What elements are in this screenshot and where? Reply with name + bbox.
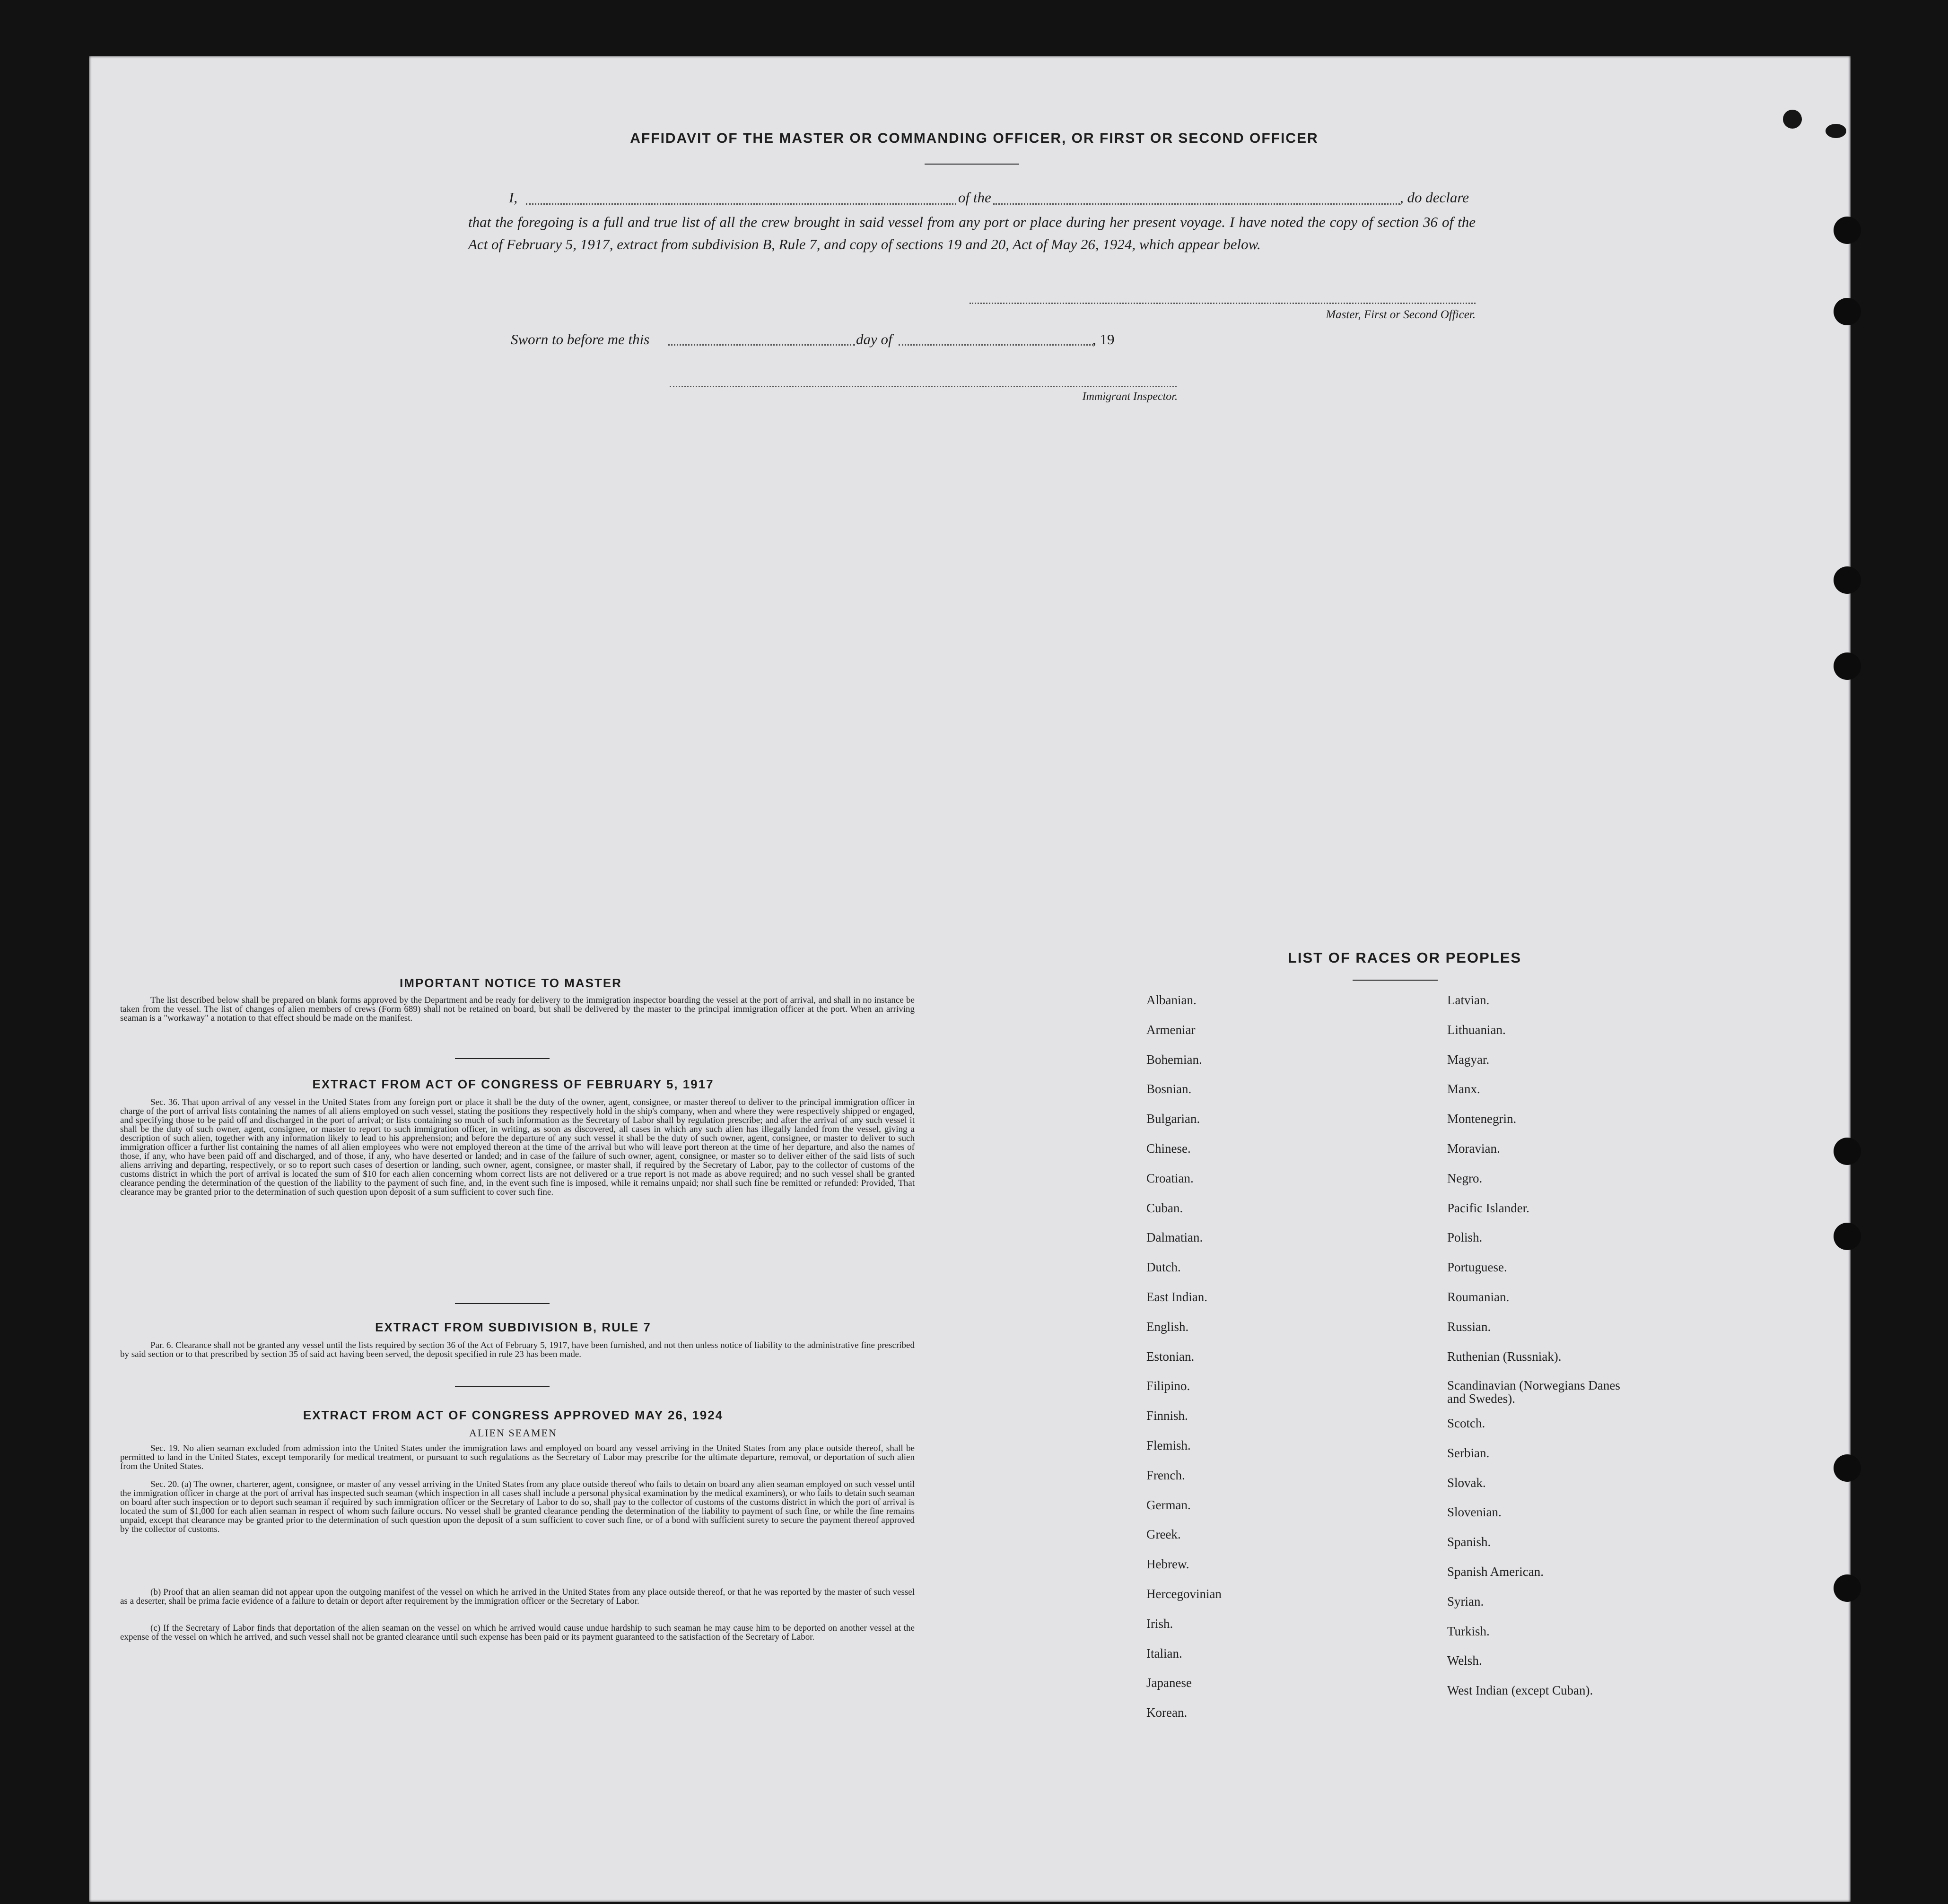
race-item: Filipino. xyxy=(1146,1379,1190,1393)
extract-1924-sec20c: (c) If the Secretary of Labor finds that deportation of the alien seaman on the vessel on which he arrived would cause undue hardship to such seaman he may cause him to be deported on another vessel at the expense of the vessel on which he arrived, and such vessel shall not be granted clearance until such expense has been paid or its payment guaranteed to the satisfaction of the Secretary of Labor. xyxy=(120,1623,915,1642)
punch-hole xyxy=(1834,566,1861,594)
race-item: Scotch. xyxy=(1447,1416,1485,1430)
race-item: Albanian. xyxy=(1146,993,1197,1007)
race-item: Latvian. xyxy=(1447,993,1490,1007)
day-of-label: day of xyxy=(856,331,892,348)
race-item: West Indian (except Cuban). xyxy=(1447,1683,1593,1697)
race-item: German. xyxy=(1146,1498,1191,1512)
year-label: , 19 xyxy=(1092,331,1115,348)
notice-title: IMPORTANT NOTICE TO MASTER xyxy=(400,976,622,990)
of-the-label: of the xyxy=(958,189,991,206)
race-item: Roumanian. xyxy=(1447,1290,1510,1304)
race-item: Moravian. xyxy=(1447,1141,1500,1156)
master-signature-label: Master, First or Second Officer. xyxy=(1326,308,1476,321)
extract-1924-sec20b: (b) Proof that an alien seaman did not appear upon the outgoing manifest of the vessel on which he arrived in the United States from any place outside thereof, or that he was reported by the master of such vessel as a deserter, shall be prima facie evidence of a failure to detain or deport after requirement by the immigration officer or the Secretary of Labor. xyxy=(120,1587,915,1606)
do-declare-label: , do declare xyxy=(1400,189,1469,206)
punch-hole xyxy=(1834,652,1861,680)
race-item: Negro. xyxy=(1447,1171,1483,1185)
punch-hole xyxy=(1834,217,1861,244)
sworn-month-field[interactable] xyxy=(899,344,1093,346)
race-item: Welsh. xyxy=(1447,1653,1482,1668)
race-item: Portuguese. xyxy=(1447,1260,1507,1274)
divider xyxy=(925,164,1019,165)
ink-blot xyxy=(1783,110,1802,129)
extract-1924-subtitle: ALIEN SEAMEN xyxy=(469,1427,557,1439)
extract-1917-title: EXTRACT FROM ACT OF CONGRESS OF FEBRUARY 5, 1917 xyxy=(312,1077,714,1091)
notice-text: The list described below shall be prepared on blank forms approved by the Department and be ready for delivery to the immigration inspector boarding the vessel at the port of arrival, and shall in no instance be taken from the vessel. The list of changes of alien members of crews (Form 689) shall not be retained on board, but shall be delivered by the master to the principal immigration officer at the port. When an arriving seaman is a "workaway" a notation to that effect should be made on the manifest. xyxy=(120,995,915,1023)
race-item: Flemish. xyxy=(1146,1438,1191,1452)
race-item: Turkish. xyxy=(1447,1624,1490,1638)
race-item: Manx. xyxy=(1447,1082,1480,1096)
race-item: English. xyxy=(1146,1320,1189,1334)
extract-rule7-text: Par. 6. Clearance shall not be granted any vessel until the lists required by section 36 of the Act of February 5, 1917, have been furnished, and not then unless notice of liability to the administrative fine prescribed by said section or to that prescribed by section 35 of said act having been served, the deposit specified in rule 23 has been made. xyxy=(120,1340,915,1359)
race-item: Japanese xyxy=(1146,1676,1192,1690)
punch-hole xyxy=(1834,298,1861,325)
ink-blot xyxy=(1826,124,1846,138)
race-item: Bohemian. xyxy=(1146,1052,1202,1067)
race-item: Syrian. xyxy=(1447,1594,1484,1608)
race-item: Spanish American. xyxy=(1447,1565,1544,1579)
affidavit-title: AFFIDAVIT OF THE MASTER OR COMMANDING OFFICER, OR FIRST OR SECOND OFFICER xyxy=(630,130,1319,146)
inspector-signature-field[interactable] xyxy=(670,386,1177,387)
name-field[interactable] xyxy=(526,203,956,205)
extract-rule7-title: EXTRACT FROM SUBDIVISION B, RULE 7 xyxy=(375,1320,651,1334)
race-item: Ruthenian (Russniak). xyxy=(1447,1349,1562,1364)
race-item: Bulgarian. xyxy=(1146,1112,1200,1126)
race-item: Slovak. xyxy=(1447,1476,1486,1490)
race-item: Dutch. xyxy=(1146,1260,1181,1274)
master-signature-field[interactable] xyxy=(970,303,1476,304)
sworn-label: Sworn to before me this xyxy=(511,331,650,348)
punch-hole xyxy=(1834,1454,1861,1482)
punch-hole xyxy=(1834,1223,1861,1250)
race-item: Irish. xyxy=(1146,1617,1173,1631)
race-item: Spanish. xyxy=(1447,1535,1491,1549)
divider xyxy=(1353,980,1438,981)
divider xyxy=(455,1058,550,1059)
punch-hole xyxy=(1834,1574,1861,1602)
vessel-field[interactable] xyxy=(993,203,1400,205)
race-item: Lithuanian. xyxy=(1447,1023,1506,1037)
punch-hole xyxy=(1834,1138,1861,1165)
race-item: Finnish. xyxy=(1146,1408,1188,1423)
divider xyxy=(455,1303,550,1304)
affidavit-statement: that the foregoing is a full and true list of all the crew brought in said vessel from any port or place during her present voyage. I have noted the copy of section 36 of the Act of February 5, 1917, extract from subdivision B, Rule 7, and copy of sections 19 and 20, Act of May 26, 1924, which appear below. xyxy=(468,214,1476,252)
race-item: Hebrew. xyxy=(1146,1557,1189,1571)
race-item: French. xyxy=(1146,1468,1185,1482)
race-item: Greek. xyxy=(1146,1527,1181,1541)
race-item: Chinese. xyxy=(1146,1141,1191,1156)
race-item: East Indian. xyxy=(1146,1290,1207,1304)
extract-1924-sec20a: Sec. 20. (a) The owner, charterer, agent, consignee, or master of any vessel arriving in the United States from any place outside thereof who fails to detain on board any alien seaman employed on such vessel until the immigration officer in charge at the port of arrival has inspected such seaman (which inspection in all cases shall include a personal physical examination by the medical examiners), or who fails to detain such seaman on board after such inspection or to deport such seaman if required by such immigration officer or the Secretary of Labor to do so, shall pay to the collector of customs of the customs district in which the port of arrival is located the sum of $1,000 for each alien seaman in respect of whom such failure occurs. No vessel shall be granted clearance pending the determination of the liability to payment of such fine, or while the fine remains unpaid, except that clearance may be granted prior to the determination of such question upon the deposit of a sum sufficient to cover such fine, or of a bond with sufficient surety to secure the payment thereof approved by the collector of customs. xyxy=(120,1479,915,1534)
extract-1924-sec19: Sec. 19. No alien seaman excluded from admission into the United States under the immigration laws and employed on board any vessel arriving in the United States from any place outside thereof, shall be permitted to land in the United States, except temporarily for medical treatment, or pursuant to such regulations as the Secretary of Labor may prescribe for the ultimate departure, removal, or deportation of such alien from the United States. xyxy=(120,1443,915,1471)
race-item: Slovenian. xyxy=(1447,1505,1502,1519)
race-item: Magyar. xyxy=(1447,1052,1490,1067)
sworn-day-field[interactable] xyxy=(668,344,855,346)
extract-1917-text: Sec. 36. That upon arrival of any vessel in the United States from any foreign port or place it shall be the duty of the owner, agent, consignee, or master thereof to deliver to the principal immigration officer in charge of the port of arrival lists containing the names of all aliens employed on such vessel, stating the positions they respectively hold in the ship's company, when and where they were respectively shipped or engaged, and specifying those to be paid off and discharged in the port of arrival; or lists containing so much of such information as the Secretary of Labor shall by regulation prescribe; and after the arrival of any such vessel it shall be the duty of such owner, agent, consignee, or master to report to such immigration officer, in writing, as soon as discovered, all cases in which any such alien has illegally landed from the vessel, giving a description of such alien, together with any information likely to lead to his apprehension; and before the departure of any such vessel it shall be the duty of such owner, agent, consignee, or master to deliver to such immigration officer a further list containing the names of all alien employees who were not employed thereon at the time of the arrival but who will leave port thereon at the time of her departure, and also the names of those, if any, who have been paid off and discharged, and of those, if any, who have deserted or landed; and in case of the failure of such owner, agent, consignee, or master so to deliver either of the said lists of such aliens arriving and departing, respectively, or so to report such cases of desertion or landing, such owner, agent, consignee, or master shall, if required by the Secretary of Labor, pay to the collector of customs of the customs district in which the port of arrival is located the sum of $10 for each alien concerning whom correct lists are not delivered or a true report is not made as above required; and no such vessel shall be granted clearance pending the determination of the question of the liability to the payment of such fine, and, in the event such fine is imposed, while it remains unpaid; nor shall such fine be remitted or refunded: Provided, That clearance may be granted prior to the determination of such question upon deposit of a sum sufficient to cover such fine. xyxy=(120,1097,915,1197)
race-item: Estonian. xyxy=(1146,1349,1195,1364)
race-item: Russian. xyxy=(1447,1320,1491,1334)
race-item: Pacific Islander. xyxy=(1447,1201,1529,1215)
race-item: Bosnian. xyxy=(1146,1082,1192,1096)
race-item: Italian. xyxy=(1146,1646,1182,1661)
race-item: Cuban. xyxy=(1146,1201,1183,1215)
extract-1924-title: EXTRACT FROM ACT OF CONGRESS APPROVED MAY 26, 1924 xyxy=(303,1408,724,1422)
race-item: Dalmatian. xyxy=(1146,1230,1203,1244)
race-item: Hercegovinian xyxy=(1146,1587,1222,1601)
race-item: Polish. xyxy=(1447,1230,1483,1244)
i-label: I, xyxy=(509,189,518,206)
races-title: LIST OF RACES OR PEOPLES xyxy=(1287,949,1522,966)
race-item: Korean. xyxy=(1146,1705,1188,1720)
race-item: Montenegrin. xyxy=(1447,1112,1517,1126)
race-item: Serbian. xyxy=(1447,1446,1490,1460)
inspector-signature-label: Immigrant Inspector. xyxy=(1082,391,1178,403)
race-item: Armeniar xyxy=(1146,1023,1196,1037)
race-item: Scandinavian (Norwegians Danes and Swedes). xyxy=(1447,1378,1620,1406)
divider xyxy=(455,1386,550,1387)
race-item: Croatian. xyxy=(1146,1171,1194,1185)
